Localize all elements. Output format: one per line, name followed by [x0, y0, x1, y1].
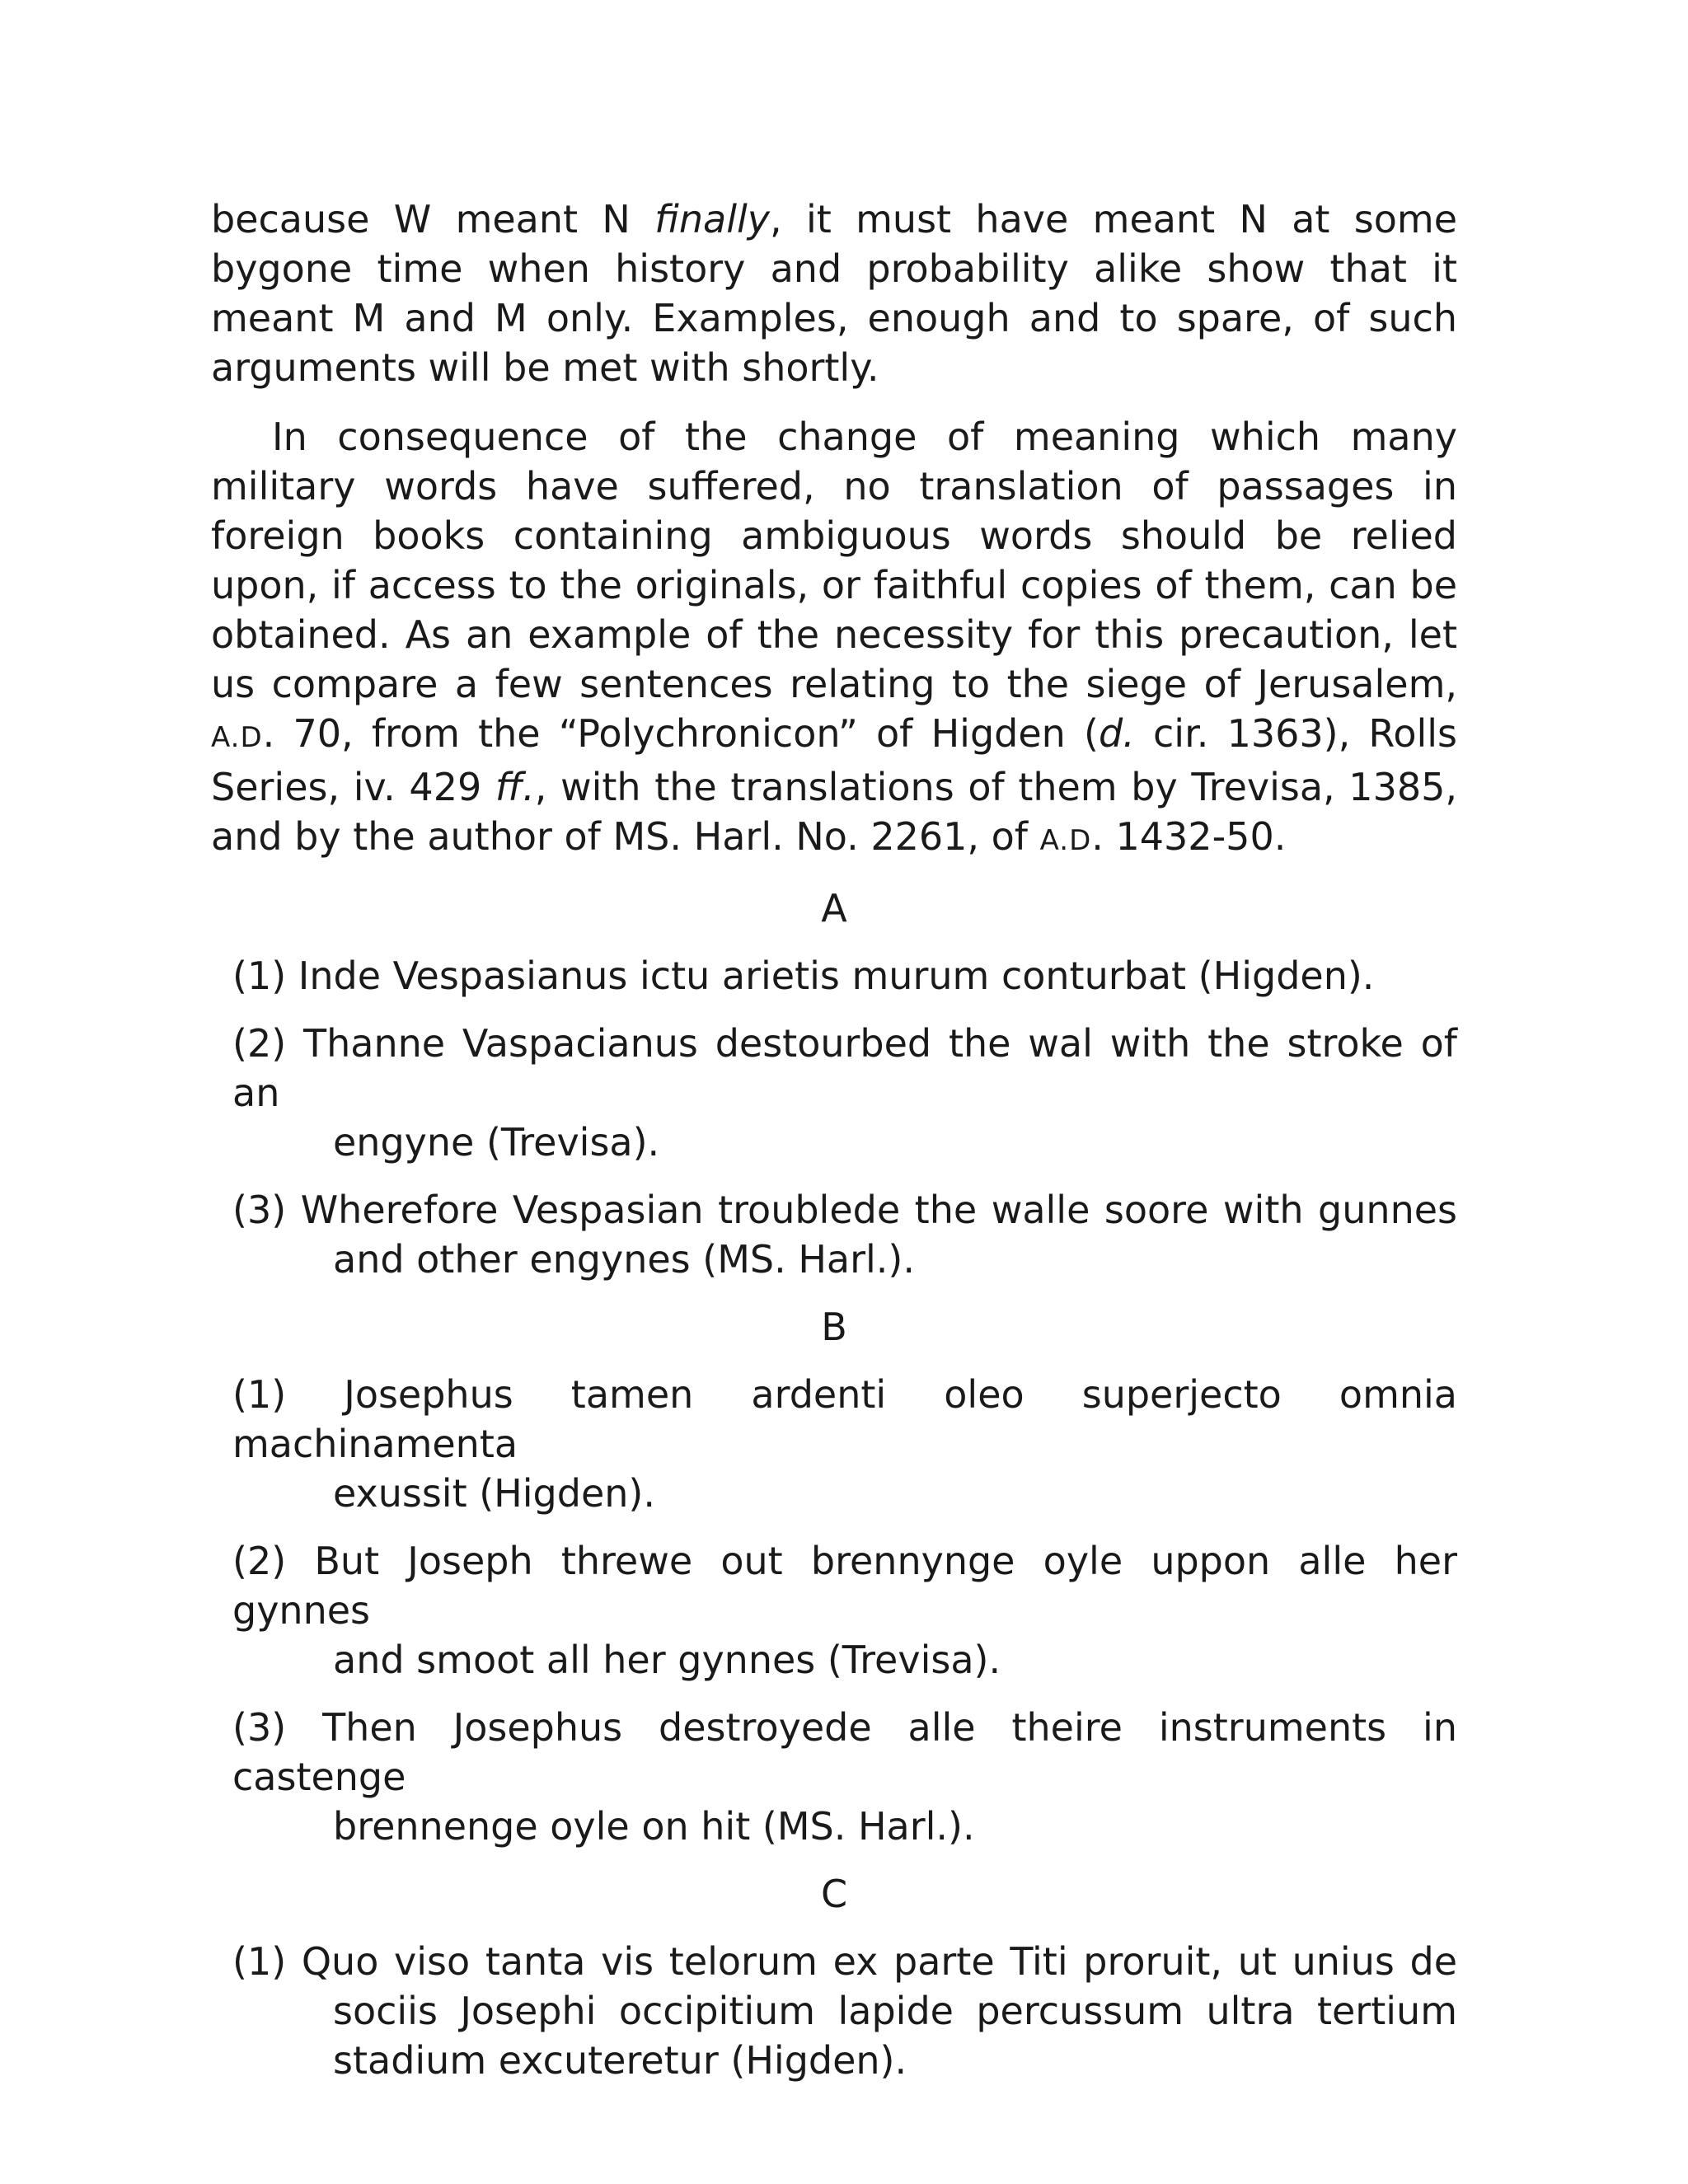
quote-a-2: (2) Thanne Vaspacianus destourbed the wal with the stroke of an engyne (Trevisa). [232, 1021, 1457, 1165]
emphasis-finally: finally [654, 197, 770, 241]
section-heading-a: A [821, 886, 847, 930]
section-heading-c: C [820, 1872, 848, 1916]
paragraph-1: because W meant N finally, it must have meant N at some bygone time when history and probability alike show that it meant M and M only. Examples, enough and to spare, of such arguments will be met with shortly. [211, 197, 1457, 390]
small-caps-ad: A.D [211, 721, 263, 754]
quote-b-2: (2) But Joseph threwe out brennynge oyle uppon alle her gynnes and smoot all her gynnes (Trevisa). [232, 1539, 1457, 1682]
page-body [211, 194, 1457, 2103]
small-caps-ad: A.D [1039, 824, 1092, 857]
quote-c-1: (1) Quo viso tanta vis telorum ex parte Titi proruit, ut unius de sociis Josephi occipitium lapide percussum ultra tertium stadium excuteretur (Higden). [232, 1939, 1457, 2083]
quote-b-3: (3) Then Josephus destroyede alle theire instruments in castenge brennenge oyle on hit (MS. Harl.). [232, 1705, 1457, 1849]
quote-a-3: (3) Wherefore Vespasian troublede the walle soore with gunnes and other engynes (MS. Harl.). [232, 1188, 1457, 1282]
section-heading-b: B [821, 1305, 847, 1349]
paragraph-2: In consequence of the change of meaning which many military words have suffered, no translation of passages in foreign books containing ambiguous words should be relied upon, if access to the originals, or faithful copies of them, can be obtained. As an example of the necessity for this precaution, let us compare a few sentences relating to the siege of Jerusalem, A.D. 70, from the “Polychronicon” of Higden (d. cir. 1363), Rolls Series, iv. 429 ff., with the translations of them by Trevisa, 1385, and by the author of MS. Harl. No. 2261, of A.D. 1432-50. [211, 415, 1457, 859]
emphasis-ff: ff. [495, 765, 535, 809]
quote-a-1: (1) Inde Vespasianus ictu arietis murum conturbat (Higden). [232, 954, 1375, 998]
emphasis-d: d. [1098, 711, 1135, 756]
quote-b-1: (1) Josephus tamen ardenti oleo superjecto omnia machinamenta exussit (Higden). [232, 1372, 1457, 1516]
